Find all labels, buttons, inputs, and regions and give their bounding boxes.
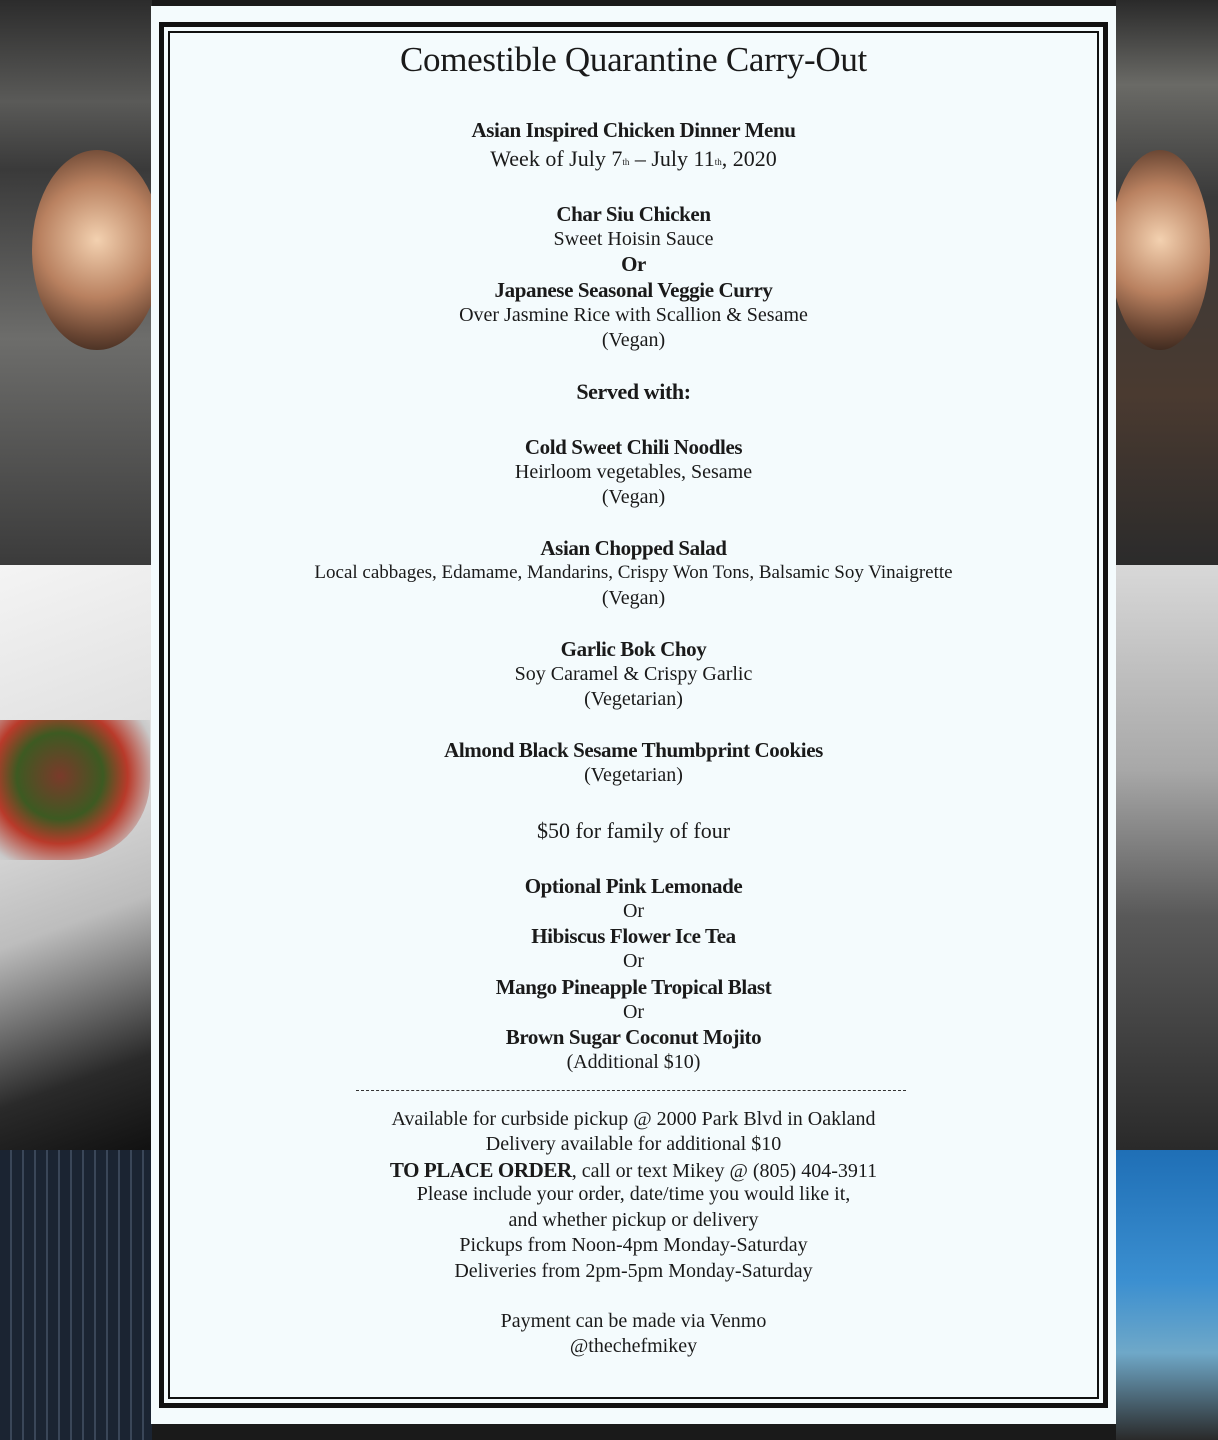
price: $50 for family of four <box>536 818 731 843</box>
side-item-desc: Heirloom vegetables, Sesame <box>514 461 753 483</box>
drink-item: Mango Pineapple Tropical Blast <box>495 975 772 999</box>
copper-lamp-image <box>32 150 162 350</box>
pickup-hours: Pickups from Noon-4pm Monday-Saturday <box>459 1234 808 1256</box>
side-item-desc: Soy Caramel & Crispy Garlic <box>514 663 753 685</box>
side-item-note: (Vegan) <box>601 486 666 508</box>
venmo-handle: @thechefmikey <box>569 1335 698 1357</box>
side-item-name: Almond Black Sesame Thumbprint Cookies <box>444 738 823 762</box>
delivery-info: Delivery available for additional $10 <box>485 1133 782 1155</box>
side-item-note: (Vegan) <box>601 587 666 609</box>
menu-name: Asian Inspired Chicken Dinner Menu <box>471 118 796 142</box>
side-item-name: Garlic Bok Choy <box>560 637 707 661</box>
drink-separator: Or <box>622 950 645 972</box>
side-item-name: Cold Sweet Chili Noodles <box>524 435 743 459</box>
background-photo-sky-right <box>1116 1150 1218 1440</box>
side-item-note: (Vegetarian) <box>584 688 683 710</box>
main-item-desc: Over Jasmine Rice with Scallion & Sesame <box>459 304 808 326</box>
order-info: TO PLACE ORDER, call or text Mikey @ (805) 404-3911 <box>389 1158 878 1182</box>
drink-item: Hibiscus Flower Ice Tea <box>531 924 736 948</box>
payment-info: Payment can be made via Venmo <box>500 1310 767 1332</box>
pickup-info: Available for curbside pickup @ 2000 Park Blvd in Oakland <box>391 1108 876 1130</box>
drink-note: (Additional $10) <box>566 1051 701 1073</box>
order-instructions: and whether pickup or delivery <box>508 1209 759 1231</box>
menu-card <box>151 6 1116 1424</box>
background-photo-building-left <box>0 1150 152 1440</box>
drink-item: Optional Pink Lemonade <box>524 874 743 898</box>
dashed-divider <box>356 1090 906 1091</box>
menu-title: Comestible Quarantine Carry-Out <box>400 40 867 79</box>
side-item-name: Asian Chopped Salad <box>540 536 727 560</box>
drink-separator: Or <box>622 1001 645 1023</box>
drink-separator: Or <box>622 900 645 922</box>
side-item-note: (Vegetarian) <box>584 764 683 786</box>
served-with-heading: Served with: <box>576 379 691 404</box>
background-photo-utensils-right <box>1116 565 1218 1150</box>
main-item-name: Char Siu Chicken <box>556 202 711 226</box>
drink-item: Brown Sugar Coconut Mojito <box>505 1025 762 1049</box>
order-instructions: Please include your order, date/time you would like it, <box>416 1183 851 1205</box>
main-item-desc: Sweet Hoisin Sauce <box>553 228 714 250</box>
side-item-desc: Local cabbages, Edamame, Mandarins, Crispy Won Tons, Balsamic Soy Vinaigrette <box>314 562 953 583</box>
main-item-name: Japanese Seasonal Veggie Curry <box>494 278 773 302</box>
main-item-note: (Vegan) <box>601 329 666 351</box>
main-separator: Or <box>621 252 646 276</box>
menu-week: Week of July 7th – July 11th, 2020 <box>490 146 777 171</box>
copper-lamp-image <box>1110 150 1210 350</box>
delivery-hours: Deliveries from 2pm-5pm Monday-Saturday <box>454 1260 813 1282</box>
